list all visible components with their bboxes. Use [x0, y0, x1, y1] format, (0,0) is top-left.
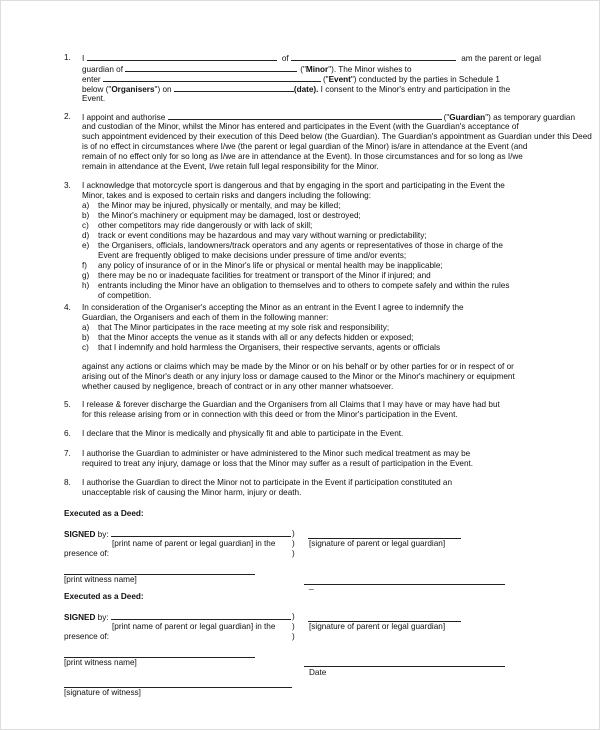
list-item-text: of competition. — [98, 291, 152, 300]
execution-1-signature-label: [signature of parent or legal guardian] — [309, 539, 446, 548]
execution-2-signature-label: [signature of parent or legal guardian] — [309, 622, 446, 631]
execution-2-witness-label: [print witness name] — [64, 658, 137, 667]
parent-address-blank[interactable] — [291, 53, 456, 61]
list-item-key: d) — [82, 231, 90, 240]
clause-7-number: 7. — [64, 449, 71, 458]
clause-8-line-1: I authorise the Guardian to direct the Minor not to participate in the Event if participation constituted an — [82, 478, 453, 487]
clause-4-para-line-1: against any actions or claims which may be made by the Minor or on his behalf or by other parties for or in respect of or — [82, 362, 514, 371]
execution-1-underscore: _ — [309, 581, 314, 590]
list-item-key: c) — [82, 221, 89, 230]
clause-1-line-3: enter ("Event") conducted by the parties in Schedule 1 — [82, 75, 500, 84]
paren: ) — [292, 549, 295, 558]
clause-1-line-1: I of am the parent or legal — [82, 54, 541, 63]
clause-5-line-2: for this release arising from or in connection with this deed or from the Minor's participation in the Event. — [82, 410, 458, 419]
clause-3-line-1: I acknowledge that motorcycle sport is dangerous and that by engaging in the sport and participating in the Event the — [82, 181, 505, 190]
list-item-key: g) — [82, 271, 90, 280]
parent-print-name-line-2[interactable] — [111, 612, 291, 620]
minor-name-blank[interactable] — [125, 64, 297, 72]
paren: ) — [292, 529, 295, 538]
clause-8-number: 8. — [64, 478, 71, 487]
clause-5-number: 5. — [64, 400, 71, 409]
clause-4-number: 4. — [64, 303, 71, 312]
list-item-text: that the Minor accepts the venue as it stands with all or any defects hidden or exposed; — [98, 333, 414, 342]
clause-2-line-3: such appointment evidenced by their execution of this Deed below (the Guardian). The Guardian's appointment as Guardian under this Deed — [82, 132, 592, 141]
clause-2-number: 2. — [64, 112, 71, 121]
paren: ) — [292, 632, 295, 641]
clause-1-line-5: Event. — [82, 94, 106, 103]
list-item-text: entrants including the Minor have an obligation to themselves and to others to compete safely and within the rules — [98, 281, 510, 290]
execution-1-witness-label: [print witness name] — [64, 575, 137, 584]
date-line[interactable] — [304, 666, 505, 667]
list-item-text: any policy of insurance of or in the Minor's life or physical or mental health may be inapplicable; — [98, 261, 443, 270]
list-item-text: that I indemnify and hold harmless the Organisers, their respective servants, agents or officials — [98, 343, 441, 352]
clause-2-line-4: is of no effect in circumstances where I/we (the parent or legal guardian of the Minor) is/are in attendance at the Event (and — [82, 142, 528, 151]
clause-5-line-1: I release & forever discharge the Guardian and the Organisers from all Claims that I may have or may have had but — [82, 400, 500, 409]
clause-2-line-6: remain in attendance at the Event, I/we retain full legal responsibility for the Minor. — [82, 162, 379, 171]
clause-2-line-2: and custodian of the Minor, whilst the Minor has entered and participates in the Event (with the Guardian's acceptance of — [82, 122, 519, 131]
list-item-text: track or event conditions may be hazardous and may vary without warning or predictability; — [98, 231, 427, 240]
list-item-text: there may be no or inadequate facilities for treatment or transport of the Minor if injured; and — [98, 271, 431, 280]
execution-2-presence-label: presence of: — [64, 632, 110, 641]
execution-2-signed-by: SIGNED by: — [64, 612, 291, 623]
clause-7-line-2: required to treat any injury, damage or loss that the Minor may suffer as a result of participation in the Event. — [82, 459, 474, 468]
list-item-text: the Minor's machinery or equipment may be damaged, lost or destroyed; — [98, 211, 361, 220]
list-item-key: b) — [82, 211, 90, 220]
witness-signature-line-1[interactable] — [304, 584, 505, 585]
clause-1-number: 1. — [64, 53, 71, 62]
list-item-key: e) — [82, 241, 90, 250]
clause-4-para-line-3: whether caused by negligence, breach of contract or in any other manner whatsoever. — [82, 382, 394, 391]
event-date-blank[interactable] — [174, 84, 294, 92]
clause-4-para-line-2: arising out of the Minor's death or any injury loss or damage caused to the Minor or the Minor's machinery or equipment — [82, 372, 515, 381]
paren: ) — [292, 539, 295, 548]
list-item-key: f) — [82, 261, 88, 270]
clause-6-number: 6. — [64, 429, 71, 438]
execution-1-signed-by: SIGNED by: — [64, 529, 291, 540]
clause-7-line-1: I authorise the Guardian to administer or have administered to the Minor such medical treatment as may be — [82, 449, 471, 458]
clause-1-line-4: below ("Organisers") on (date). I consent to the Minor's entry and participation in the — [82, 85, 511, 94]
list-item-text: that The Minor participates in the race meeting at my sole risk and responsibility; — [98, 323, 390, 332]
clause-8-line-2: unacceptable risk of causing the Minor harm, injury or death. — [82, 488, 302, 497]
parent-print-name-line-1[interactable] — [111, 529, 291, 537]
event-name-blank[interactable] — [103, 74, 321, 82]
execution-1-title: Executed as a Deed: — [64, 509, 144, 518]
paren: ) — [292, 622, 295, 631]
clause-6-line-1: I declare that the Minor is medically and physically fit and able to participate in the Event. — [82, 429, 404, 438]
list-item-text: Event are frequently obliged to make decisions under pressure of time and/or events; — [98, 251, 407, 260]
list-item-text: the Minor may be injured, physically or mentally, and may be killed; — [98, 201, 341, 210]
clause-2-line-5: remain of no effect only for so long as I/we are in attendance at the Event). In those circumstances and for so long as I/we — [82, 152, 523, 161]
clause-4-line-1: In consideration of the Organiser's accepting the Minor as an entrant in the Event I agree to indemnify the — [82, 303, 464, 312]
list-item-key: c) — [82, 343, 89, 352]
clause-3-line-2: Minor, takes and is exposed to certain risks and dangers including the following: — [82, 191, 372, 200]
witness-signature-label: [signature of witness] — [64, 688, 141, 697]
list-item-text: the Organisers, officials, landowners/track operators and any agents or representatives of those in charge of the — [98, 241, 503, 250]
date-label: Date — [309, 668, 327, 677]
clause-3-number: 3. — [64, 181, 71, 190]
execution-1-print-label: [print name of parent or legal guardian] in the — [112, 539, 276, 548]
list-item-key: h) — [82, 281, 90, 290]
list-item-key: b) — [82, 333, 90, 342]
execution-2-print-label: [print name of parent or legal guardian] in the — [112, 622, 276, 631]
execution-2-title: Executed as a Deed: — [64, 592, 144, 601]
parent-name-blank[interactable] — [87, 53, 277, 61]
guardian-name-blank[interactable] — [168, 112, 442, 120]
execution-1-presence-label: presence of: — [64, 549, 110, 558]
list-item-key: a) — [82, 201, 90, 210]
paren: ) — [292, 612, 295, 621]
clause-1-line-2: guardian of ("Minor"). The Minor wishes to — [82, 65, 412, 74]
clause-4-line-2: Guardian, the Organisers and each of them in the following manner: — [82, 313, 329, 322]
list-item-key: a) — [82, 323, 90, 332]
list-item-text: other competitors may ride dangerously or with lack of skill; — [98, 221, 313, 230]
clause-2-line-1: I appoint and authorise ("Guardian") as temporary guardian — [82, 113, 576, 122]
